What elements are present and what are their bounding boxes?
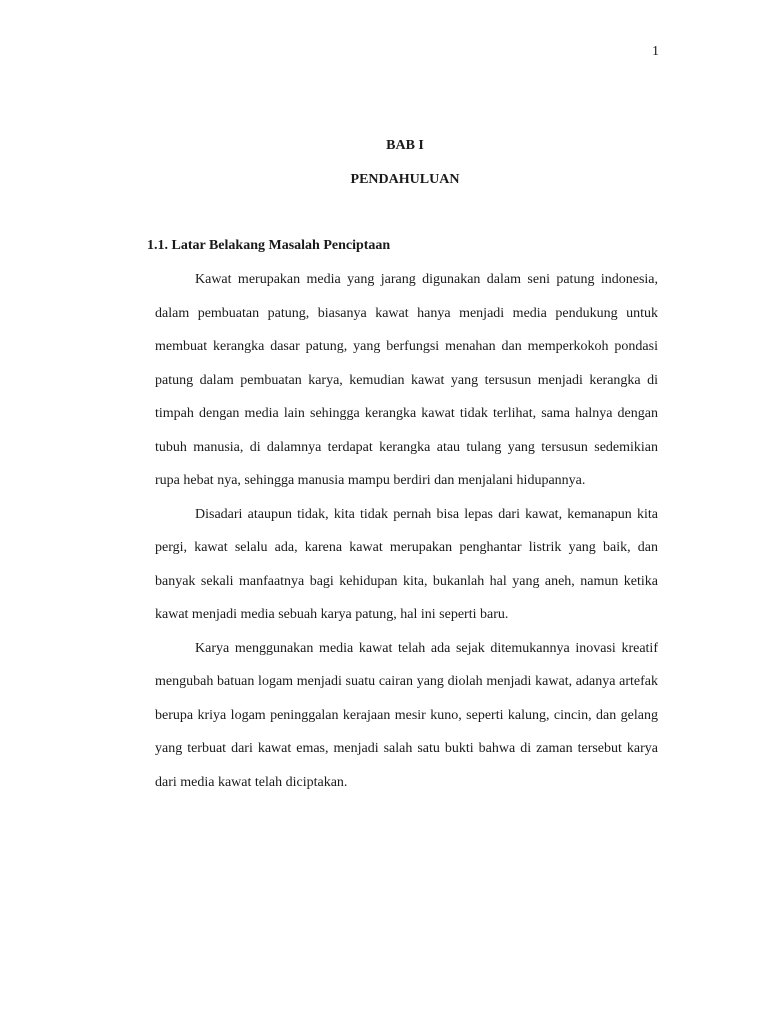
chapter-title: PENDAHULUAN <box>350 172 460 187</box>
paragraph: Disadari ataupun tidak, kita tidak pernah bisa lepas dari kawat, kemanapun kita pergi, kawat selalu ada, karena kawat merupakan penghantar listrik yang baik, dan banyak sekali manfaatnya bagi kehidupan kita, bukanlah hal yang aneh, namun ketika kawat menjadi media sebuah karya patung, hal ini seperti baru. <box>155 506 658 622</box>
section-heading: 1.1. Latar Belakang Masalah Penciptaan <box>147 238 391 253</box>
chapter-number: BAB I <box>386 138 424 153</box>
paragraph: Kawat merupakan media yang jarang digunakan dalam seni patung indonesia, dalam pembuatan patung, biasanya kawat hanya menjadi media pendukung untuk membuat kerangka dasar patung, yang berfungsi menahan dan memperkokoh pondasi patung dalam pembuatan karya, kemudian kawat yang tersusun menjadi kerangka di timpah dengan media lain sehingga kerangka kawat tidak terlihat, sama halnya dengan tubuh manusia, di dalamnya terdapat kerangka atau tulang yang tersusun sedemikian rupa hebat nya, sehingga manusia mampu berdiri dan menjalani hidupannya. <box>155 272 658 488</box>
body-text <box>155 263 658 799</box>
paragraph: Karya menggunakan media kawat telah ada sejak ditemukannya inovasi kreatif mengubah batuan logam menjadi suatu cairan yang diolah menjadi kawat, adanya artefak berupa kriya logam peninggalan kerajaan mesir kuno, seperti kalung, cincin, dan gelang yang terbuat dari kawat emas, menjadi salah satu bukti bahwa di zaman tersebut karya dari media kawat telah diciptakan. <box>155 640 658 790</box>
page-number: 1 <box>652 44 659 59</box>
